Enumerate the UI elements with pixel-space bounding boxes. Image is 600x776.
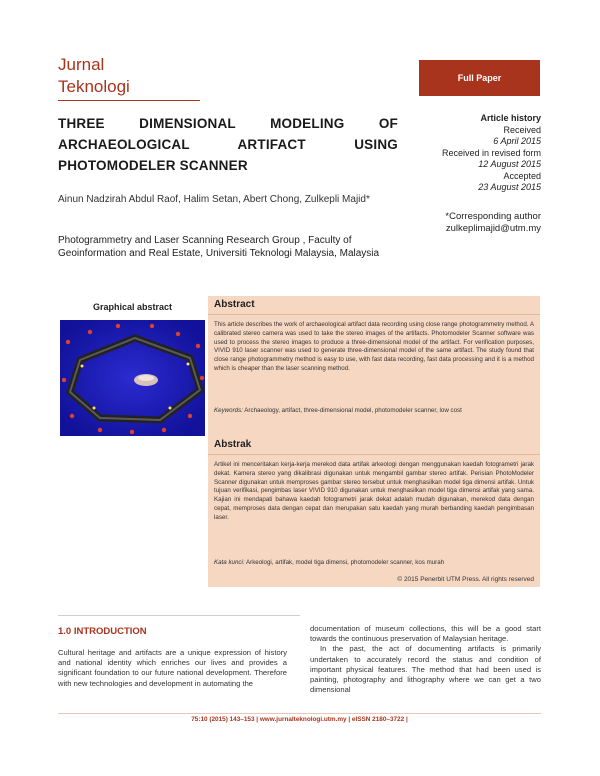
paper-title: THREE DIMENSIONAL MODELING OF ARCHAEOLOGICAL ARTIFACT USING PHOTOMODELER SCANNER [58, 116, 398, 173]
history-revised-date: 12 August 2015 [478, 159, 541, 169]
abstrak-keywords-text: Arkeologi, artifak, model tiga dimensi, photomodeler scanner, kos murah [246, 559, 445, 566]
abstrak-divider [208, 454, 540, 455]
corresponding-label: *Corresponding author [445, 211, 541, 222]
intro-right-column [310, 624, 541, 695]
journal-title-line2: Teknologi [58, 77, 130, 96]
history-heading: Article history [480, 113, 541, 123]
abstrak-keywords [214, 559, 534, 568]
intro-divider [58, 615, 300, 616]
introduction-heading: 1.0 INTRODUCTION [58, 626, 147, 637]
abstract-keywords-label: Keywords: [214, 407, 243, 414]
journal-title [58, 54, 178, 98]
history-accepted-label: Accepted [503, 170, 541, 181]
copyright-notice: © 2015 Penerbit UTM Press. All rights reserved [397, 576, 534, 583]
footer-divider [58, 713, 541, 714]
abstract-heading: Abstract [214, 299, 255, 310]
graphical-abstract-image [60, 320, 205, 436]
history-revised-label: Received in revised form [441, 147, 541, 158]
abstract-text: This article describes the work of archaeological artifact data recording using close range photogrammetry method. A calibrated stereo camera was used to take the stereo images of the artifacts. Photomodeler Scanner software was used to process the stereo images to produce a three-dimensional model of the artifact. For verification purposes, VIVID 910 laser scanner was used to generate three-dimensional model of the same artifact. The study found that close range photogrammetry method is easy to use, with fast data recording, fast data processing and it is a method which is cheaper than the laser scanning method. [214, 321, 534, 372]
abstract-divider [208, 314, 540, 315]
abstract-keywords [214, 407, 534, 416]
history-accepted-date: 23 August 2015 [478, 182, 541, 192]
authors: Ainun Nadzirah Abdul Raof, Halim Setan, Abert Chong, Zulkepli Majid* [58, 194, 370, 205]
corresponding-email[interactable]: zulkeplimajid@utm.my [445, 223, 541, 234]
journal-title-rule [58, 100, 200, 101]
journal-title-line1: Jurnal [58, 55, 105, 74]
corresponding-author [400, 211, 541, 235]
intro-right-para2: In the past, the act of documenting artifacts is primarily undertaken to accurately record the status and condition of important physical features. The method that had been used is painting, photography and lithography where we can get a two dimensional [310, 644, 541, 695]
abstract-keywords-text: Archaeology, artifact, three-dimensional model, photomodeler scanner, low cost [244, 407, 462, 414]
abstract-panel [208, 296, 540, 587]
history-received-label: Received [503, 124, 541, 135]
abstrak-heading: Abstrak [214, 439, 252, 450]
footer-citation: 75:10 (2015) 143–153 | www.jurnalteknologi.utm.my | eISSN 2180–3722 | [191, 716, 408, 723]
graphical-abstract-label: Graphical abstract [92, 302, 173, 312]
affiliation: Photogrammetry and Laser Scanning Research Group , Faculty of Geoinformation and Real Estate, Universiti Teknologi Malaysia, Malaysia [58, 235, 380, 259]
abstrak-keywords-label: Kata kunci: [214, 559, 245, 566]
history-received-date: 6 April 2015 [493, 136, 541, 146]
intro-right-para1: documentation of museum collections, this will be a good start towards the continuous preservation of Malaysian heritage. [310, 624, 541, 644]
intro-left-column: Cultural heritage and artifacts are a unique expression of history and national identity which enriches our lives and provides a significant foundation to our future national development. Therefore with new technologies and development in automating the [58, 648, 287, 688]
article-history [400, 113, 541, 194]
abstrak-text: Artikel ini menceritakan kerja-kerja merekod data artifak arkeologi dengan menggunakan kaedah fotogrametri jarak dekat. Kamera stereo yang dikalibrasi digunakan untuk mengambil gambar stereo artifak. Perisian PhotoModeler Scanner digunakan untuk memproses gambar stereo tersebut untuk menghasilkan model tiga dimensi artifak. Untuk tujuan verifikasi, pengimbas laser VIVID 910 digunakan untuk menghasilkan model tiga dimensi artifak yang sama. Kajian ini mendapati bahawa kaedah fotogrametri jarak dekat adalah mudah digunakan, merekod data dengan cepat, memproses data dengan cepat dan merupakan satu kaedah yang murah berbanding kaedah pengimbasan laser. [214, 461, 534, 521]
full-paper-badge: Full Paper [419, 60, 540, 96]
